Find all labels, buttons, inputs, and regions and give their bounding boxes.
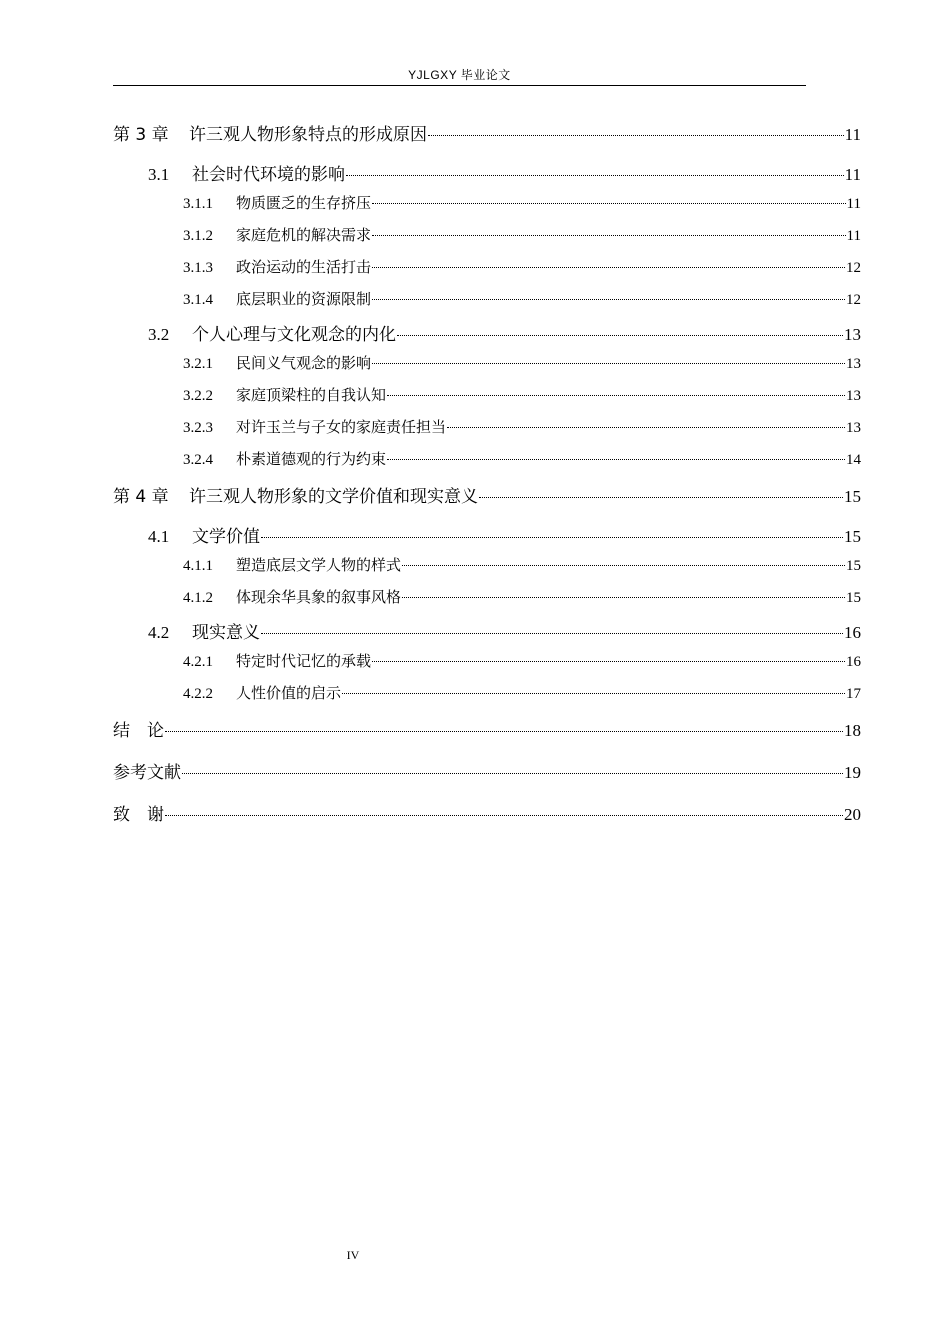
dot-leader bbox=[372, 203, 846, 204]
toc-entry-title: 文学价值 bbox=[192, 527, 260, 547]
dot-leader bbox=[165, 815, 843, 816]
toc-entry[interactable] bbox=[113, 580, 861, 612]
toc-entry-page: 12 bbox=[846, 292, 861, 308]
toc-entry-page: 15 bbox=[844, 527, 861, 546]
dot-leader bbox=[402, 565, 845, 566]
toc-entry-page: 15 bbox=[844, 487, 861, 506]
dot-leader bbox=[372, 299, 845, 300]
toc-entry-page: 11 bbox=[846, 196, 861, 212]
dot-leader bbox=[397, 335, 843, 336]
toc-entry-title: 朴素道德观的行为约束 bbox=[236, 450, 387, 468]
toc-entry[interactable] bbox=[113, 750, 861, 792]
toc-entry[interactable] bbox=[113, 112, 861, 154]
dot-leader bbox=[372, 661, 845, 662]
toc-entry-number: 4.1.1 bbox=[183, 558, 213, 574]
toc-entry-page: 20 bbox=[844, 805, 861, 824]
toc-entry-page: 15 bbox=[846, 558, 861, 574]
toc-entry-title: 许三观人物形象的文学价值和现实意义 bbox=[189, 487, 478, 507]
toc-entry[interactable] bbox=[113, 218, 861, 250]
toc-entry-title: 塑造底层文学人物的样式 bbox=[236, 556, 402, 574]
toc-entry[interactable] bbox=[113, 644, 861, 676]
toc-entry-page: 16 bbox=[844, 623, 861, 642]
table-of-contents bbox=[113, 112, 861, 834]
toc-entry-number: 4.1.2 bbox=[183, 590, 213, 606]
toc-entry-number: 3.1.4 bbox=[183, 292, 213, 308]
toc-entry-number: 3.1.3 bbox=[183, 260, 213, 276]
toc-entry-number: 3.1.2 bbox=[183, 228, 213, 244]
toc-entry-title: 个人心理与文化观念的内化 bbox=[192, 325, 396, 345]
toc-entry[interactable] bbox=[113, 516, 861, 548]
toc-entry-number: 第 3 章 bbox=[113, 125, 169, 145]
toc-entry-title: 致 谢 bbox=[113, 805, 164, 825]
dot-leader bbox=[387, 459, 845, 460]
header-divider bbox=[113, 85, 806, 86]
toc-entry-page: 11 bbox=[844, 125, 861, 144]
toc-entry-page: 15 bbox=[846, 590, 861, 606]
toc-entry[interactable] bbox=[113, 346, 861, 378]
toc-entry[interactable] bbox=[113, 792, 861, 834]
toc-entry-title: 结 论 bbox=[113, 721, 164, 741]
toc-entry[interactable] bbox=[113, 186, 861, 218]
toc-entry-number: 3.1.1 bbox=[183, 196, 213, 212]
toc-entry[interactable] bbox=[113, 548, 861, 580]
toc-entry-number: 3.2.4 bbox=[183, 452, 213, 468]
dot-leader bbox=[372, 235, 846, 236]
dot-leader bbox=[165, 731, 843, 732]
dot-leader bbox=[346, 175, 844, 176]
toc-entry-page: 11 bbox=[844, 165, 861, 184]
dot-leader bbox=[342, 693, 845, 694]
toc-entry[interactable] bbox=[113, 708, 861, 750]
toc-entry[interactable] bbox=[113, 282, 861, 314]
toc-entry-title: 现实意义 bbox=[192, 623, 260, 643]
toc-entry[interactable] bbox=[113, 378, 861, 410]
toc-entry-number: 3.1 bbox=[148, 165, 170, 184]
dot-leader bbox=[261, 633, 843, 634]
toc-entry[interactable] bbox=[113, 442, 861, 474]
toc-entry-page: 16 bbox=[846, 654, 861, 670]
toc-entry-page: 13 bbox=[846, 420, 861, 436]
toc-entry-number: 3.2.2 bbox=[183, 388, 213, 404]
toc-entry-number: 4.2 bbox=[148, 623, 170, 642]
dot-leader bbox=[447, 427, 845, 428]
toc-entry[interactable] bbox=[113, 676, 861, 708]
toc-entry-title: 对许玉兰与子女的家庭责任担当 bbox=[236, 418, 447, 436]
toc-entry-title: 家庭顶梁柱的自我认知 bbox=[236, 386, 387, 404]
toc-entry-number: 4.2.2 bbox=[183, 686, 213, 702]
dot-leader bbox=[182, 773, 843, 774]
toc-entry[interactable] bbox=[113, 314, 861, 346]
toc-entry-number: 第 4 章 bbox=[113, 487, 169, 507]
dot-leader bbox=[428, 135, 844, 136]
toc-entry-number: 4.1 bbox=[148, 527, 170, 546]
toc-entry-page: 13 bbox=[844, 325, 861, 344]
toc-entry-title: 政治运动的生活打击 bbox=[236, 258, 372, 276]
toc-entry-page: 11 bbox=[846, 228, 861, 244]
toc-entry-number: 4.2.1 bbox=[183, 654, 213, 670]
toc-entry-title: 人性价值的启示 bbox=[236, 684, 342, 702]
toc-entry-page: 13 bbox=[846, 388, 861, 404]
toc-entry-page: 19 bbox=[844, 763, 861, 782]
toc-entry-number: 3.2.3 bbox=[183, 420, 213, 436]
toc-entry-title: 底层职业的资源限制 bbox=[236, 290, 372, 308]
dot-leader bbox=[261, 537, 843, 538]
toc-entry-number: 3.2 bbox=[148, 325, 170, 344]
dot-leader bbox=[402, 597, 845, 598]
dot-leader bbox=[372, 267, 845, 268]
toc-entry-title: 参考文献 bbox=[113, 763, 181, 783]
toc-entry-title: 家庭危机的解决需求 bbox=[236, 226, 372, 244]
page-number: IV bbox=[346, 1248, 360, 1262]
running-header: YJLGXY 毕业论文 bbox=[408, 68, 511, 82]
toc-entry-title: 体现余华具象的叙事风格 bbox=[236, 588, 402, 606]
toc-entry-title: 物质匮乏的生存挤压 bbox=[236, 194, 372, 212]
toc-entry-page: 13 bbox=[846, 356, 861, 372]
toc-entry-number: 3.2.1 bbox=[183, 356, 213, 372]
toc-entry[interactable] bbox=[113, 410, 861, 442]
toc-entry[interactable] bbox=[113, 612, 861, 644]
toc-entry-page: 18 bbox=[844, 721, 861, 740]
toc-entry-title: 许三观人物形象特点的形成原因 bbox=[189, 125, 427, 145]
toc-entry-title: 民间义气观念的影响 bbox=[236, 354, 372, 372]
dot-leader bbox=[479, 497, 843, 498]
dot-leader bbox=[387, 395, 845, 396]
toc-entry[interactable] bbox=[113, 250, 861, 282]
toc-entry-title: 特定时代记忆的承载 bbox=[236, 652, 372, 670]
toc-entry-page: 12 bbox=[846, 260, 861, 276]
dot-leader bbox=[372, 363, 845, 364]
toc-entry[interactable] bbox=[113, 474, 861, 516]
toc-entry-title: 社会时代环境的影响 bbox=[192, 165, 345, 185]
toc-entry[interactable] bbox=[113, 154, 861, 186]
toc-entry-page: 14 bbox=[846, 452, 861, 468]
toc-entry-page: 17 bbox=[846, 686, 861, 702]
